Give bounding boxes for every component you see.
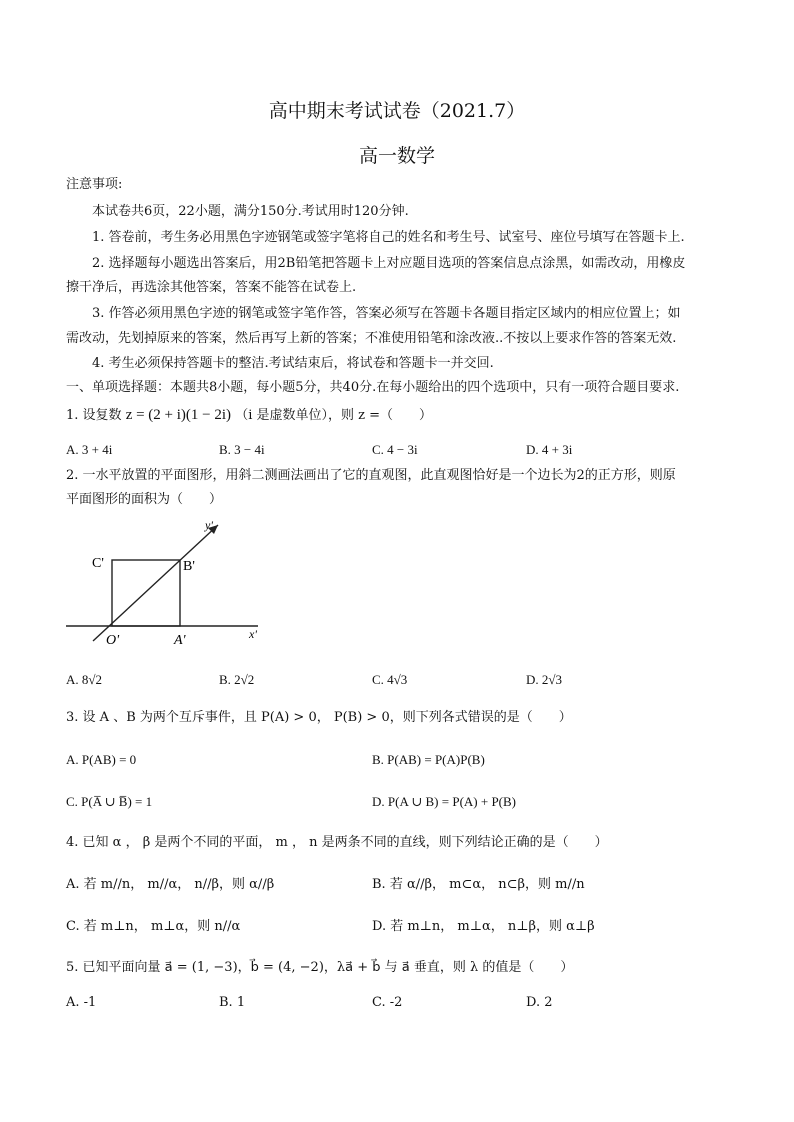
question-4-stem: 4. 已知 α ， β 是两个不同的平面， m ， n 是两条不同的直线，则下列结论正确的是（ ） [66,835,608,850]
question-2-option-d: D. 2√3 [526,672,563,687]
notice-intro: 本试卷共6页，22小题，满分150分.考试用时120分钟. [92,204,409,219]
question-1-option-a: A. 3 + 4i [66,442,113,457]
question-1-expression: z = (2 + i)(1 − 2i) [125,407,232,423]
question-2-stem-cont: 平面图形的面积为（ ） [66,492,223,507]
notice-item-2: 2. 选择题每小题选出答案后，用2B铅笔把答题卡上对应题目选项的答案信息点涂黑，如需改动，用橡皮 [92,256,686,271]
question-2-figure [62,515,272,650]
label-y-prime: y' [205,518,213,532]
exam-subject: 高一数学 [358,145,435,167]
question-2-option-b: B. 2√2 [219,672,255,687]
notice-heading: 注意事项: [66,177,123,192]
question-1-option-d: D. 4 + 3i [526,442,573,457]
question-5-option-c: C. -2 [372,995,403,1010]
question-5-stem: 5. 已知平面向量 a⃗ = (1, −3)，b⃗ = (4, −2)，λa⃗ + b⃗ 与 a⃗ 垂直，则 λ 的值是（ ） [66,960,574,975]
question-1-note: （i 是虚数单位），则 z =（ ） [235,408,432,423]
question-4-option-c: C. 若 m⊥n， m⊥α，则 n//α [66,919,241,934]
question-1-option-b: B. 3 − 4i [219,442,265,457]
question-4-option-b: B. 若 α//β， m⊂α， n⊂β，则 m//n [372,877,585,892]
question-4-option-d: D. 若 m⊥n， m⊥α， n⊥β，则 α⊥β [372,919,595,934]
question-5-option-a: A. -1 [66,995,97,1010]
notice-item-2-cont: 擦干净后，再选涂其他答案，答案不能答在试卷上. [66,280,357,295]
question-5-option-d: D. 2 [526,995,553,1010]
notice-item-3-cont: 需改动，先划掉原来的答案，然后再写上新的答案；不准使用铅笔和涂改液..不按以上要求作答的答案无效. [66,331,677,346]
label-b-prime: B' [183,559,195,574]
question-1-stem [66,406,432,425]
label-o-prime: O' [106,633,120,648]
label-c-prime: C' [92,556,104,571]
notice-item-4: 4. 考生必须保持答题卡的整洁.考试结束后，将试卷和答题卡一并交回. [92,356,494,371]
question-1-option-c: C. 4 − 3i [372,442,418,457]
label-a-prime: A' [174,633,186,648]
section-1-heading: 一、单项选择题：本题共8小题，每小题5分，共40分.在每小题给出的四个选项中，只有一项符合题目要求. [66,380,680,395]
question-3-option-c: C. P(A̅ ∪ B̅) = 1 [66,794,153,809]
notice-item-3: 3. 作答必须用黑色字迹的钢笔或签字笔作答，答案必须写在答题卡各题目指定区域内的相应位置上；如 [92,306,681,321]
question-3-option-d: D. P(A ∪ B) = P(A) + P(B) [372,794,517,809]
question-5-option-b: B. 1 [219,995,246,1010]
label-x-prime: x' [249,627,257,641]
exam-title: 高中期末考试试卷（2021.7） [268,100,526,122]
question-3-stem: 3. 设 A 、B 为两个互斥事件，且 P(A) > 0， P(B) > 0，则下列各式错误的是（ ） [66,710,572,725]
question-4-option-a: A. 若 m//n， m//α， n//β，则 α//β [66,877,275,892]
question-3-option-b: B. P(AB) = P(A)P(B) [372,752,485,767]
question-1-number: 1. 设复数 [66,408,122,423]
question-2-stem: 2. 一水平放置的平面图形，用斜二测画法画出了它的直观图，此直观图恰好是一个边长为2的正方形，则原 [66,468,676,483]
question-2-option-a: A. 8√2 [66,672,103,687]
notice-item-1: 1. 答卷前，考生务必用黑色字迹钢笔或签字笔将自己的姓名和考生号、试室号、座位号填写在答题卡上. [92,230,685,245]
question-3-option-a: A. P(AB) = 0 [66,752,137,767]
question-2-option-c: C. 4√3 [372,672,408,687]
